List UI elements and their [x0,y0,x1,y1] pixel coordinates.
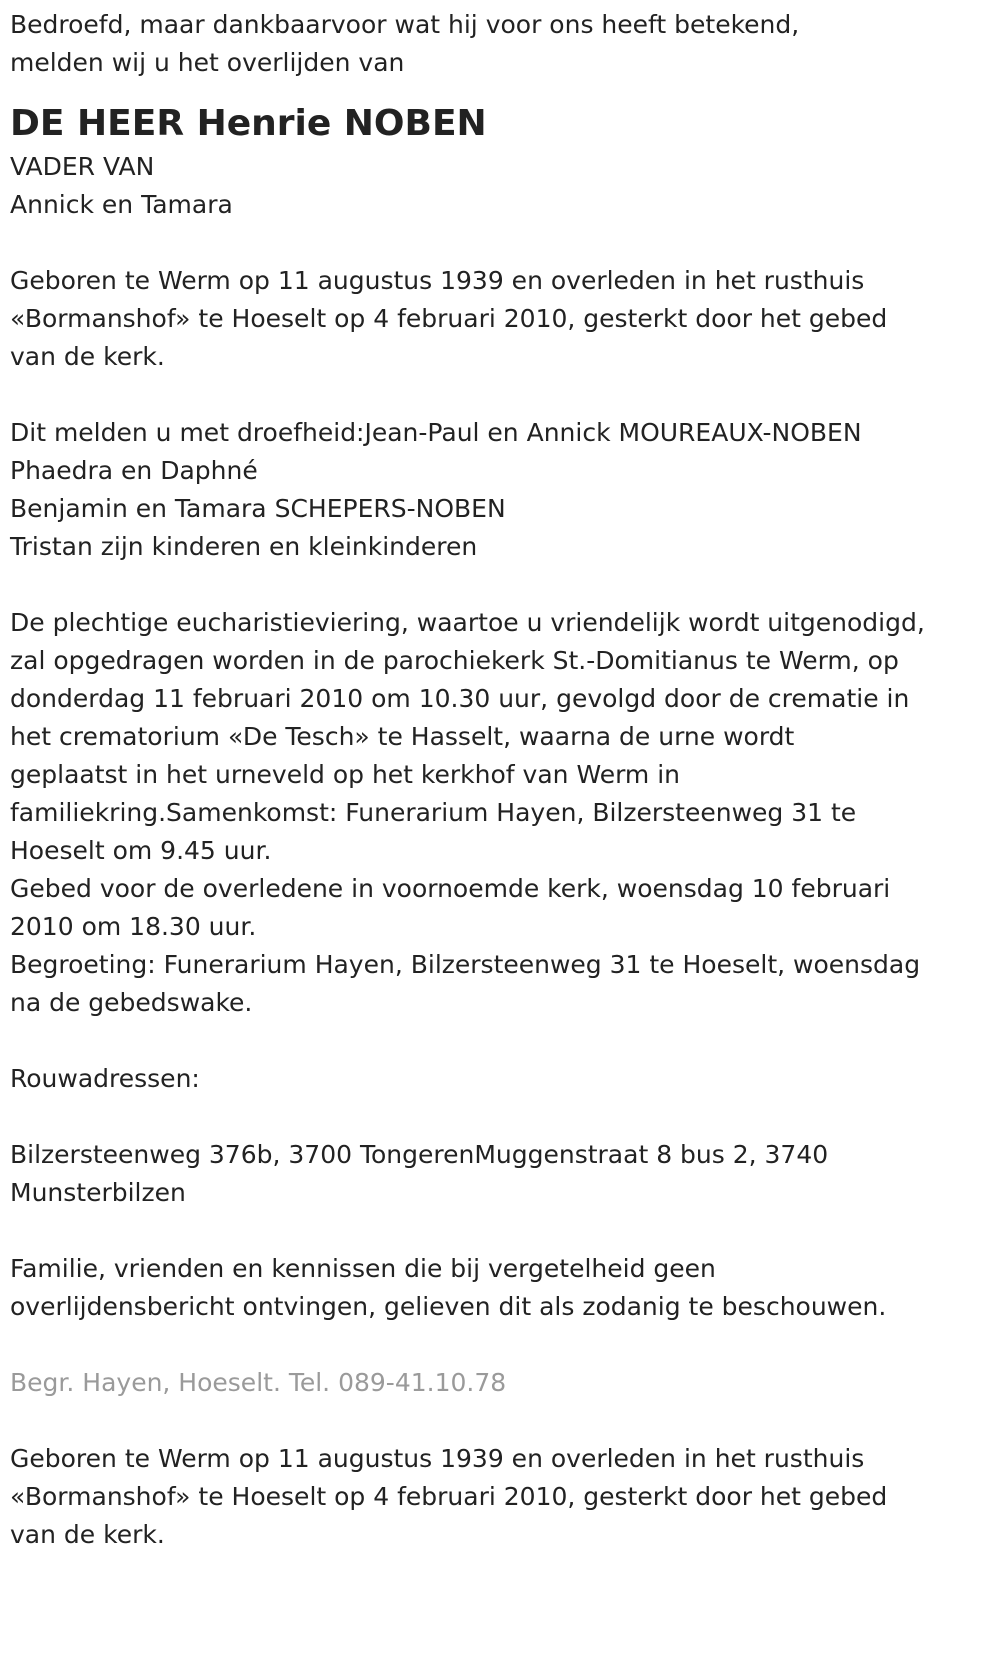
deceased-name-heading: DE HEER Henrie NOBEN [10,103,487,144]
children-names: Annick en Tamara [10,190,233,219]
addresses-label: Rouwadressen: [10,1064,200,1093]
family-line: Tristan zijn kinderen en kleinkinderen [10,532,478,561]
ceremony-line: donderdag 11 februari 2010 om 10.30 uur, gevolgd door de crematie in [10,684,910,713]
birth-death-line: Geboren te Werm op 11 augustus 1939 en overleden in het rusthuis [10,1444,865,1473]
ceremony-line: 2010 om 18.30 uur. [10,912,257,941]
family-line: Benjamin en Tamara SCHEPERS-NOBEN [10,494,506,523]
intro-line: melden wij u het overlijden van [10,48,405,77]
ceremony-line: na de gebedswake. [10,988,253,1017]
address-line: Munsterbilzen [10,1178,186,1207]
family-line: Dit melden u met droefheid:Jean-Paul en Annick MOUREAUX-NOBEN [10,418,862,447]
birth-death-line: «Bormanshof» te Hoeselt op 4 februari 2010, gesterkt door het gebed [10,304,888,333]
birth-death-line: «Bormanshof» te Hoeselt op 4 februari 2010, gesterkt door het gebed [10,1482,888,1511]
ceremony-line: zal opgedragen worden in de parochiekerk St.-Domitianus te Werm, op [10,646,899,675]
ceremony-line: Begroeting: Funerarium Hayen, Bilzersteenweg 31 te Hoeselt, woensdag [10,950,921,979]
notice-section [10,1250,990,1326]
undertaker-info: Begr. Hayen, Hoeselt. Tel. 089-41.10.78 [10,1368,507,1397]
birth-death-line: van de kerk. [10,1520,165,1549]
birth-death-line: Geboren te Werm op 11 augustus 1939 en overleden in het rusthuis [10,266,865,295]
birth-death-section [10,262,990,376]
address-line: Bilzersteenweg 376b, 3700 TongerenMuggenstraat 8 bus 2, 3740 [10,1140,829,1169]
ceremony-line: het crematorium «De Tesch» te Hasselt, waarna de urne wordt [10,722,795,751]
notice-line: Familie, vrienden en kennissen die bij vergetelheid geen [10,1254,716,1283]
intro-section [10,6,990,82]
family-section [10,414,990,566]
deceased-section [10,100,990,224]
ceremony-line: De plechtige eucharistieviering, waartoe u vriendelijk wordt uitgenodigd, [10,608,925,637]
ceremony-line: Gebed voor de overledene in voornoemde kerk, woensdag 10 februari [10,874,891,903]
ceremony-line: Hoeselt om 9.45 uur. [10,836,272,865]
addresses-section [10,1060,990,1212]
ceremony-section [10,604,990,1022]
birth-death-line: van de kerk. [10,342,165,371]
relation-label: VADER VAN [10,152,155,181]
family-line: Phaedra en Daphné [10,456,258,485]
intro-line: Bedroefd, maar dankbaarvoor wat hij voor ons heeft betekend, [10,10,800,39]
ceremony-line: familiekring.Samenkomst: Funerarium Hayen, Bilzersteenweg 31 te [10,798,857,827]
notice-line: overlijdensbericht ontvingen, gelieven dit als zodanig te beschouwen. [10,1292,887,1321]
birth-death-repeat-section [10,1440,990,1554]
ceremony-line: geplaatst in het urneveld op het kerkhof van Werm in [10,760,681,789]
